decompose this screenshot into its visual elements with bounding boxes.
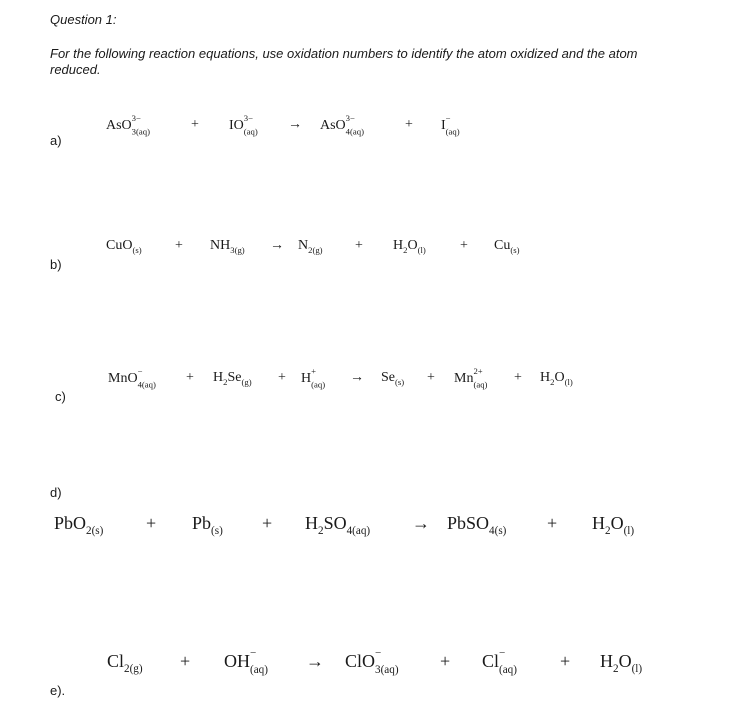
plus-sign: + bbox=[405, 117, 413, 132]
label-d: d) bbox=[50, 485, 62, 500]
reaction-arrow: → bbox=[270, 238, 284, 253]
plus-sign: + bbox=[186, 370, 194, 385]
formula-water: $H_2O_{(l)}$ bbox=[540, 370, 573, 387]
reaction-arrow: → bbox=[306, 651, 324, 671]
plus-sign: + bbox=[175, 238, 183, 253]
formula-ammonia: $NH_{3(g)}$ bbox=[210, 238, 245, 255]
formula-lead-dioxide: PbO$_{2(s)}$ bbox=[54, 513, 104, 538]
label-a: a) bbox=[50, 133, 62, 148]
formula-chloride: Cl − (aq) bbox=[482, 646, 517, 677]
plus-sign: + bbox=[427, 370, 435, 385]
formula-copper: $Cu_{(s)}$ bbox=[494, 238, 520, 255]
formula-permanganate: MnO − 4(aq) bbox=[108, 365, 156, 390]
label-e: e). bbox=[50, 683, 66, 698]
plus-sign: + bbox=[547, 513, 558, 533]
plus-sign: + bbox=[191, 117, 199, 132]
formula-iodate: IO 3− (aq) bbox=[229, 112, 258, 137]
formula-lead-sulfate: PbSO$_{4(s)}$ bbox=[447, 513, 507, 538]
reaction-arrow: → bbox=[412, 513, 430, 533]
formula-sulfuric-acid: $H_2SO_{4(aq)}$ bbox=[305, 513, 371, 538]
formula-arsenite: AsO 3− 3(aq) bbox=[106, 112, 150, 137]
formula-manganese-ion: Mn 2+ (aq) bbox=[454, 365, 488, 390]
formula-hydrogen-ion: H + (aq) bbox=[301, 365, 326, 390]
formula-copper-oxide: CuO$_{(s)}$ bbox=[106, 238, 142, 255]
plus-sign: + bbox=[278, 370, 286, 385]
reaction-arrow: → bbox=[350, 370, 364, 385]
plus-sign: + bbox=[560, 651, 571, 671]
plus-sign: + bbox=[460, 238, 468, 253]
plus-sign: + bbox=[514, 370, 522, 385]
formula-hydroxide: OH − (aq) bbox=[224, 646, 268, 677]
plus-sign: + bbox=[440, 651, 451, 671]
formula-selenium: $Se_{(s)}$ bbox=[381, 370, 405, 387]
formula-nitrogen: $N_{2(g)}$ bbox=[298, 238, 323, 255]
plus-sign: + bbox=[262, 513, 273, 533]
formula-water: $H_2O_{(l)}$ bbox=[393, 238, 426, 255]
formula-chlorate: ClO − 3(aq) bbox=[345, 646, 399, 677]
formula-iodide: I − (aq) bbox=[441, 112, 460, 137]
plus-sign: + bbox=[146, 513, 157, 533]
plus-sign: + bbox=[355, 238, 363, 253]
question-instructions: For the following reaction equations, use oxidation numbers to identify the atom oxidized and the atom reduced. bbox=[50, 46, 638, 77]
plus-sign: + bbox=[180, 651, 191, 671]
formula-lead: $Pb_{(s)}$ bbox=[192, 513, 223, 538]
formula-chlorine: $Cl_{2(g)}$ bbox=[107, 651, 143, 676]
label-c: c) bbox=[55, 389, 66, 404]
reaction-arrow: → bbox=[288, 117, 302, 132]
formula-arsenate: AsO 3− 4(aq) bbox=[320, 112, 364, 137]
formula-water: $H_2O_{(l)}$ bbox=[600, 651, 643, 676]
question-title: Question 1: bbox=[50, 12, 117, 27]
formula-hydrogen-selenide: $H_2Se_{(g)}$ bbox=[213, 370, 252, 387]
label-b: b) bbox=[50, 257, 62, 272]
formula-water: $H_2O_{(l)}$ bbox=[592, 513, 635, 538]
